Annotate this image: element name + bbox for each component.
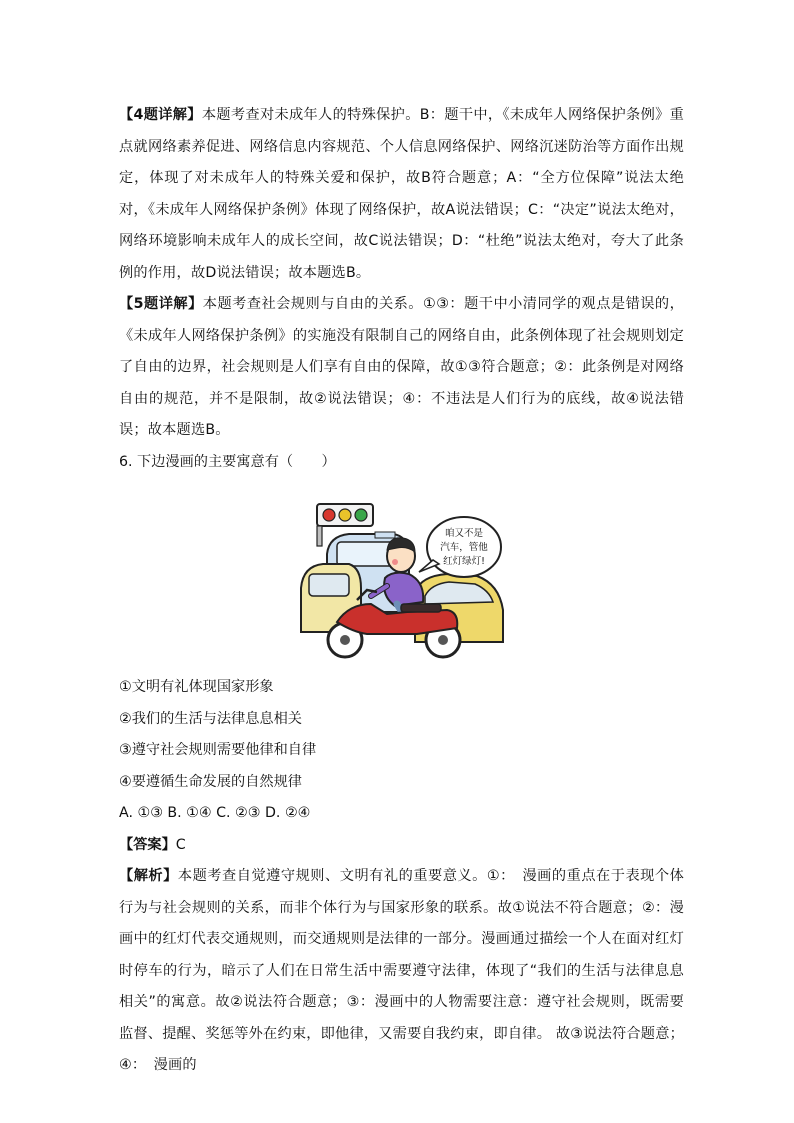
green-light — [355, 509, 367, 521]
answer-tag: 【答案】 — [119, 836, 176, 853]
answer-choices: A. ①③ B. ①④ C. ②③ D. ②④ — [119, 805, 311, 821]
explanation-q4-text: 本题考查对未成年人的特殊保护。B：题干中，《未成年人网络保护条例》重点就网络素养促进、网络信息内容规范、个人信息网络保护、网络沉迷防治等方面作出规定，体现了对未成年人的特殊关爱和保护，故B符合题意；A：“全方位保障”说法太绝对，《未成年人网络保护条例》体现了网络保护，故A说法错误；C：“决定”说法太绝对，网络环境影响未成年人的成长空间，故C说法错误；D：“杜绝”说法太绝对，夸大了此条例的作用，故D说法错误；故本题选B。 — [119, 107, 685, 281]
analysis-text: 本题考查自觉遵守规则、文明有礼的重要意义。①： 漫画的重点在于表现个体行为与社会规则的关系，而非个体行为与国家形象的联系。故①说法不符合题意；②：漫画中的红灯代表交通规则，而交通规则是法律的一部分。漫画通过描绘一个人在面对红灯时停车的行为，暗示了人们在日常生活中需要遵守法律，体现了“我们的生活与法律息息相关”的寓意。故②说法符合题意；③：漫画中的人物需要注意：遵守社会规则，既需要监督、提醒、奖惩等外在约束，即他律，又需要自我约束，即自律。 故③说法符合题意；④： 漫画的 — [119, 868, 684, 1073]
rider-shirt — [384, 573, 423, 606]
explanation-q5-text: 本题考查社会规则与自由的关系。①③：题干中小清同学的观点是错误的，《未成年人网络保护条例》的实施没有限制自己的网络自由，此条例体现了社会规则划定了自由的边界，社会规则是人们享有自由的保障，故①③符合题意；②：此条例是对网络自由的规范，并不是限制，故②说法错误；④：不违法是人们行为的底线，故④说法错误；故本题选B。 — [119, 296, 685, 438]
red-light — [323, 509, 335, 521]
answer-value: C — [175, 836, 186, 853]
option-1: ①文明有礼体现国家形象 — [119, 679, 274, 695]
explanation-q4-tag: 【4题详解】 — [119, 107, 202, 123]
question-6-stem: 6. 下边漫画的主要寓意有（ ） — [119, 453, 336, 470]
answer-line — [119, 830, 684, 862]
option-4: ④要遵循生命发展的自然规律 — [119, 773, 302, 790]
light-pole — [317, 526, 322, 546]
bubble-line-2: 汽车，管他 — [440, 542, 488, 553]
yellow-light — [339, 509, 351, 521]
analysis-tag: 【解析】 — [119, 868, 178, 884]
document-page — [119, 100, 684, 1082]
option-3: ③遵守社会规则需要他律和自律 — [119, 742, 317, 758]
explanation-q5-tag: 【5题详解】 — [119, 296, 203, 312]
bubble-line-1: 咱又不是 — [444, 528, 484, 539]
explanation-q4 — [119, 100, 684, 289]
bubble-line-3: 红灯绿灯! — [443, 556, 485, 567]
analysis-q6 — [119, 861, 684, 1082]
cartoon-illustration — [297, 492, 505, 664]
explanation-q5 — [119, 289, 684, 447]
seat — [401, 604, 441, 612]
option-2: ②我们的生活与法律息息相关 — [119, 710, 302, 727]
cartoon-drawing — [297, 492, 505, 664]
